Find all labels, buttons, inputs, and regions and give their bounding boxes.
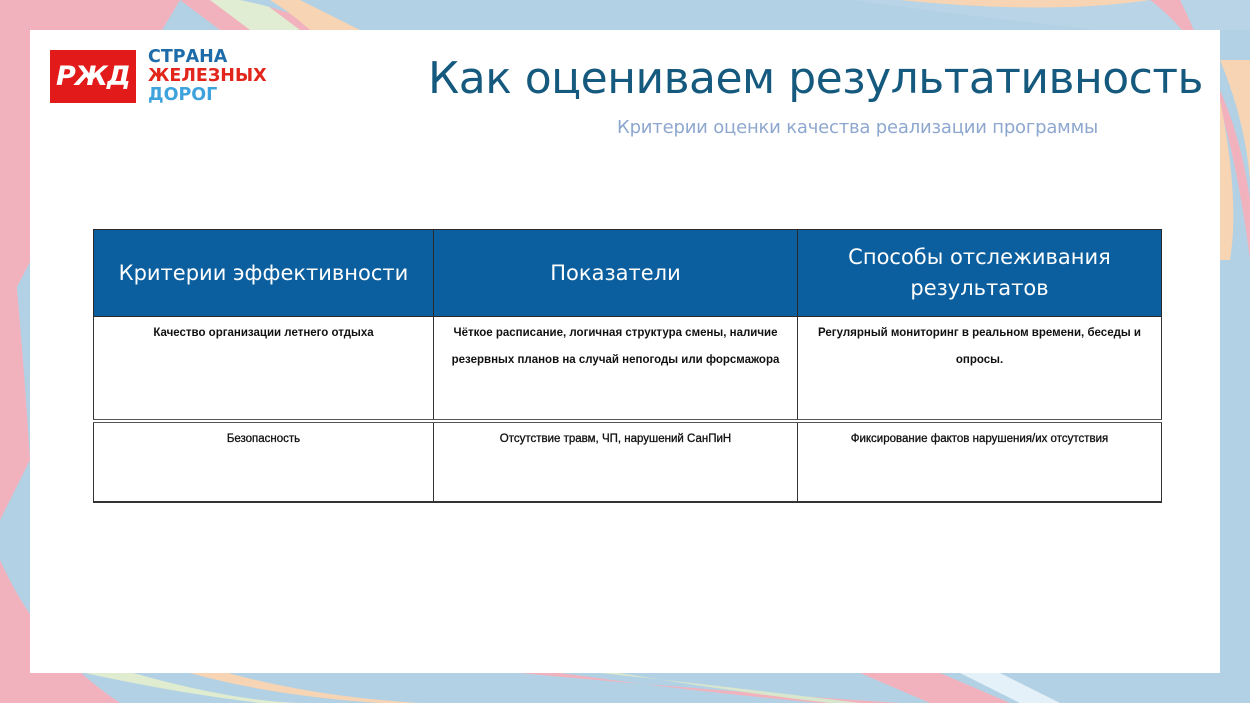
column-header-criteria: Критерии эффективности [94, 230, 434, 317]
logo-line-1: СТРАНА [148, 47, 228, 67]
logo-line-3: ДОРОГ [148, 85, 218, 105]
criteria-table [93, 229, 1162, 503]
page-title: Как оцениваем результативность [428, 53, 1203, 104]
table-cell: Безопасность [94, 421, 434, 502]
table-cell: Отсутствие травм, ЧП, нарушений СанПиН [434, 421, 798, 502]
column-header-tracking-methods: Способы отслеживания результатов [798, 230, 1162, 317]
column-header-indicators: Показатели [434, 230, 798, 317]
table-cell: Фиксирование фактов нарушения/их отсутствия [798, 421, 1162, 502]
page-subtitle: Критерии оценки качества реализации программы [617, 117, 1098, 138]
table-header-row [94, 230, 1162, 317]
rzd-logo-mark-icon: РЖД [50, 50, 136, 103]
logo-tagline [148, 48, 267, 105]
table-row [94, 421, 1162, 502]
logo-line-2: ЖЕЛЕЗНЫХ [148, 66, 267, 86]
table-row [94, 317, 1162, 422]
table-cell: Чёткое расписание, логичная структура смены, наличие резервных планов на случай непогоды или форсмажора [434, 317, 798, 422]
table-cell: Качество организации летнего отдыха [94, 317, 434, 422]
table-cell: Регулярный мониторинг в реальном времени, беседы и опросы. [798, 317, 1162, 422]
rzd-logo [50, 47, 267, 105]
